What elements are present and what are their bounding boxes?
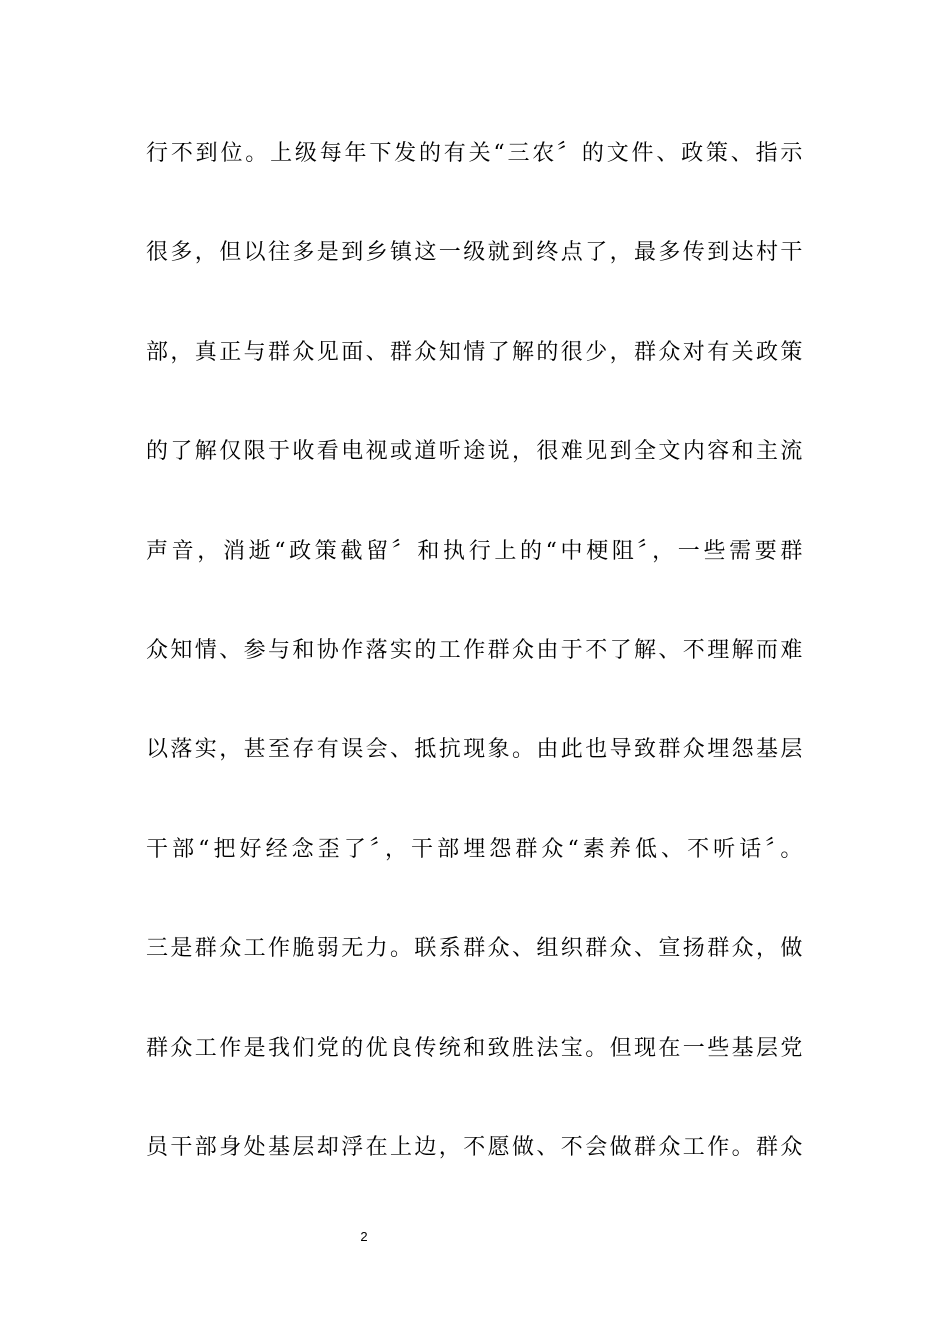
text-line: 行不到位。上级每年下发的有关“三农〞的文件、政策、指示 <box>146 141 804 166</box>
page-number: 2 <box>360 1229 368 1244</box>
text-line: 很多，但以往多是到乡镇这一级就到终点了，最多传到达村干 <box>146 240 804 266</box>
text-line: 的了解仅限于收看电视或道听途说，很难见到全文内容和主流 <box>146 439 804 465</box>
body-text <box>146 126 804 1219</box>
text-line: 以落实，甚至存有误会、抵抗现象。由此也导致群众埋怨基层 <box>146 737 804 763</box>
text-line: 员干部身处基层却浮在上边，不愿做、不会做群众工作。群众 <box>146 1134 804 1160</box>
text-line: 声音，消逝“政策截留〞和执行上的“中梗阻〞，一些需要群 <box>146 538 804 564</box>
text-line: 干部“把好经念歪了〞，干部埋怨群众“素养低、不听话〞。 <box>146 836 804 862</box>
text-line: 群众工作是我们党的优良传统和致胜法宝。但现在一些基层党 <box>146 1035 804 1061</box>
text-line: 三是群众工作脆弱无力。联系群众、组织群众、宣扬群众，做 <box>146 936 804 962</box>
text-line: 众知情、参与和协作落实的工作群众由于不了解、不理解而难 <box>146 637 804 663</box>
text-line: 部，真正与群众见面、群众知情了解的很少，群众对有关政策 <box>146 339 804 365</box>
